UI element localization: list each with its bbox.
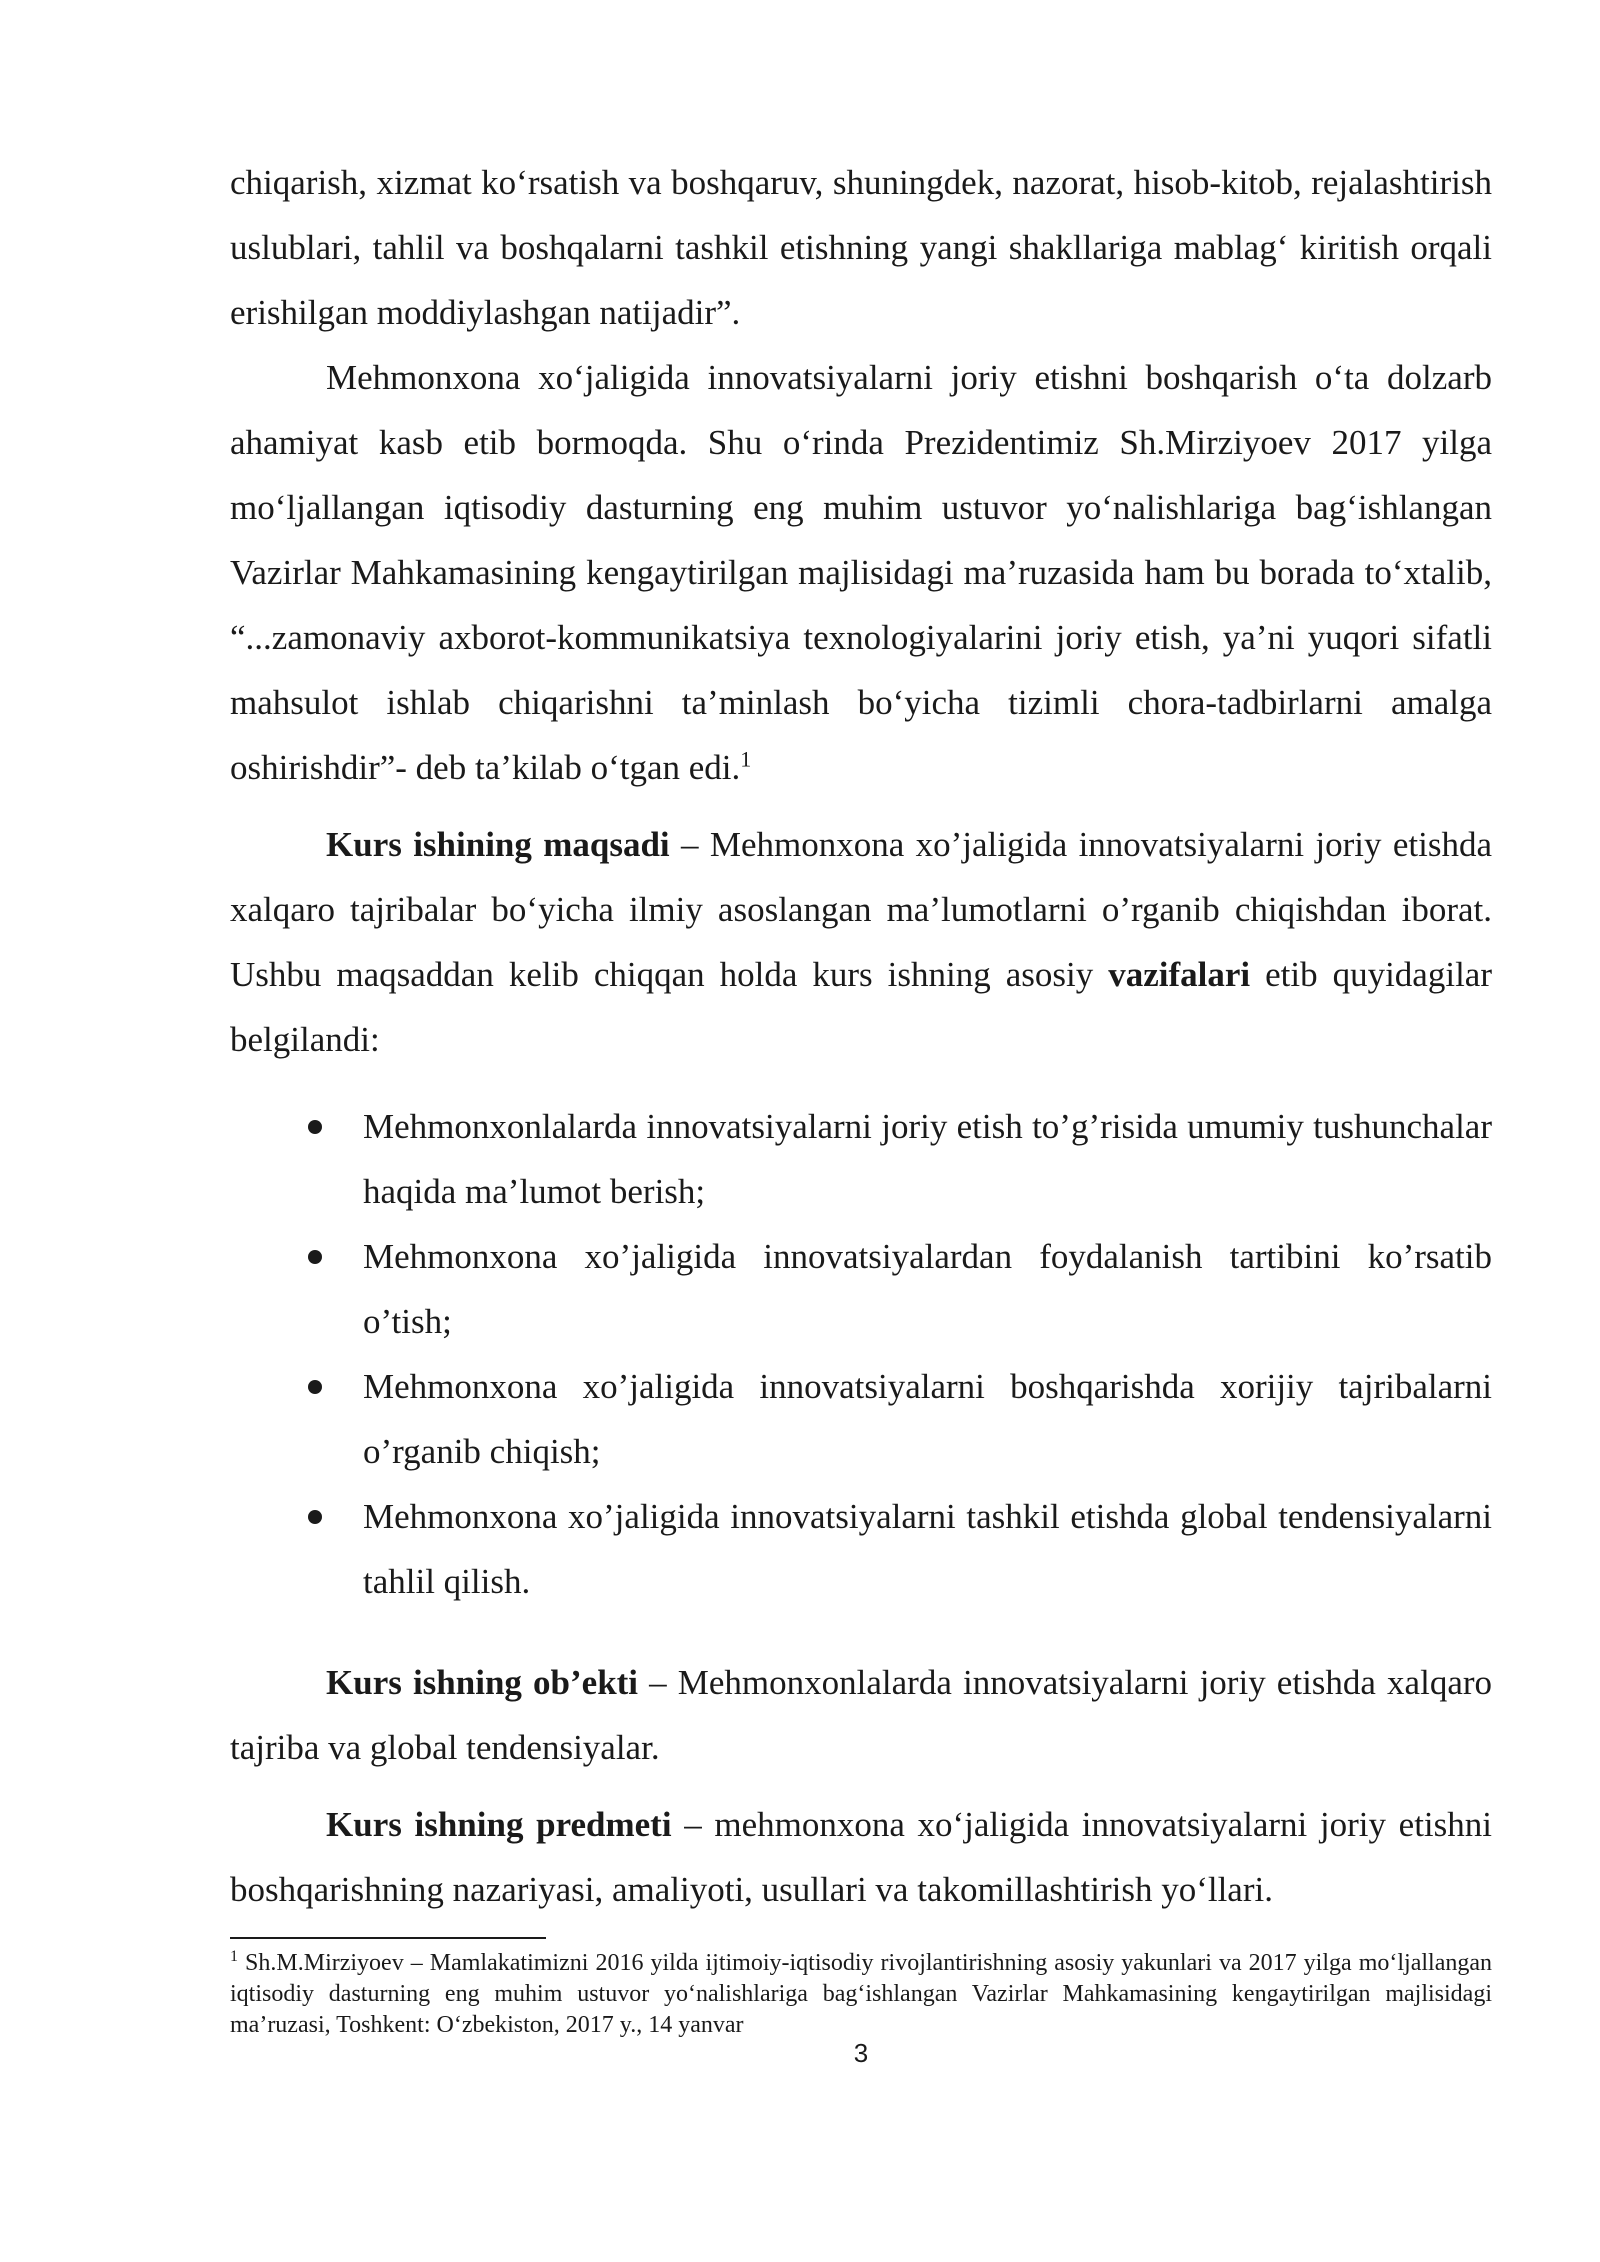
tasks-intro-text: etib quyidagilar belgilandi: (230, 955, 1492, 1059)
paragraph-course-object (230, 1650, 1492, 1780)
course-subject-label: Kurs ishning predmeti (326, 1805, 672, 1844)
course-goal-label: Kurs ishining maqsadi (326, 825, 670, 864)
list-item (230, 1354, 1492, 1484)
paragraph-continuation: chiqarish, xizmat ko‘rsatish va boshqaruv, shuningdek, nazorat, hisob-kitob, rejalashtirish uslublari, tahlil va boshqalarni tashkil etishning yangi shakllariga mablag‘ kiritish orqali erishilgan moddiylashgan natijadir”. (230, 163, 1492, 332)
paragraph-course-goal (230, 812, 1492, 1072)
bullet-icon (308, 1380, 322, 1394)
tasks-label: vazifalari (1108, 955, 1251, 994)
footnote-marker: 1 (230, 1948, 238, 1965)
list-item (230, 1484, 1492, 1614)
paragraph-innovation-text: Mehmonxona xo‘jaligida innovatsiyalarni joriy etishni boshqarish o‘ta dolzarb ahamiyat kasb etib bormoqda. Shu o‘rinda Prezidentimiz Sh.Mirziyoev 2017 yilga mo‘ljallangan iqtisodiy dasturning eng muhim ustuvor yo‘nalishlariga bag‘ishlangan Vazirlar Mahkamasining kengaytirilgan majlisidagi ma’ruzasida ham bu borada to‘xtalib, “...zamonaviy axborot-kommunikatsiya texnologiyalarini joriy etish, ya’ni yuqori sifatli mahsulot ishlab chiqarishni ta’minlash bo‘yicha tizimli chora-tadbirlarni amalga oshirishdir”- deb ta’kilab o‘tgan edi. (230, 358, 1492, 787)
course-goal-text: – Mehmonxona xo’jaligida innovatsiyalarni joriy etishda xalqaro tajribalar bo‘yicha ilmiy asoslangan ma’lumotlarni o’rganib chiqishdan iborat. Ushbu maqsaddan kelib chiqqan holda kurs ishning asosiy (230, 825, 1492, 994)
course-subject-text: – mehmonxona xo‘jaligida innovatsiyalarni joriy etishni boshqarishning nazariyasi, amaliyoti, usullari va takomillashtirish yo‘llari. (230, 1805, 1492, 1909)
bullet-icon (308, 1120, 322, 1134)
footnote-text: Sh.M.Mirziyoev – Mamlakatimizni 2016 yilda ijtimoiy-iqtisodiy rivojlantirishning asosiy yakunlari va 2017 yilga mo‘ljallangan iqtisodiy dasturning eng muhim ustuvor yo‘nalishlariga bag‘ishlangan Vazirlar Mahkamasining kengaytirilgan majlisidagi ma’ruzasi, Toshkent: O‘zbekiston, 2017 y., 14 yanvar (230, 1950, 1492, 2038)
course-object-text: – Mehmonxonlalarda innovatsiyalarni joriy etishda xalqaro tajriba va global tendensiyalar. (230, 1663, 1493, 1767)
course-object-label: Kurs ishning ob’ekti (326, 1663, 639, 1702)
page-number: 3 (853, 2038, 869, 2068)
task-list (230, 1094, 1492, 1614)
paragraph-innovation-management (230, 345, 1492, 800)
footnote (230, 1948, 1492, 2041)
list-item (230, 1094, 1492, 1224)
task-text: Mehmonxonlalarda innovatsiyalarni joriy etish to’g’risida umumiy tushunchalar haqida ma’lumot berish; (363, 1107, 1492, 1211)
paragraph-course-subject (230, 1792, 1492, 1922)
footnote-separator (230, 1937, 546, 1939)
task-text: Mehmonxona xo’jaligida innovatsiyalardan foydalanish tartibini ko’rsatib o’tish; (363, 1237, 1492, 1341)
document-page (230, 150, 1492, 1922)
task-text: Mehmonxona xo’jaligida innovatsiyalarni boshqarishda xorijiy tajribalarni o’rganib chiqish; (363, 1367, 1492, 1471)
bullet-icon (308, 1250, 322, 1264)
bullet-icon (308, 1510, 322, 1524)
task-text: Mehmonxona xo’jaligida innovatsiyalarni tashkil etishda global tendensiyalarni tahlil qilish. (363, 1497, 1492, 1601)
footnote-reference[interactable]: 1 (740, 746, 752, 772)
list-item (230, 1224, 1492, 1354)
